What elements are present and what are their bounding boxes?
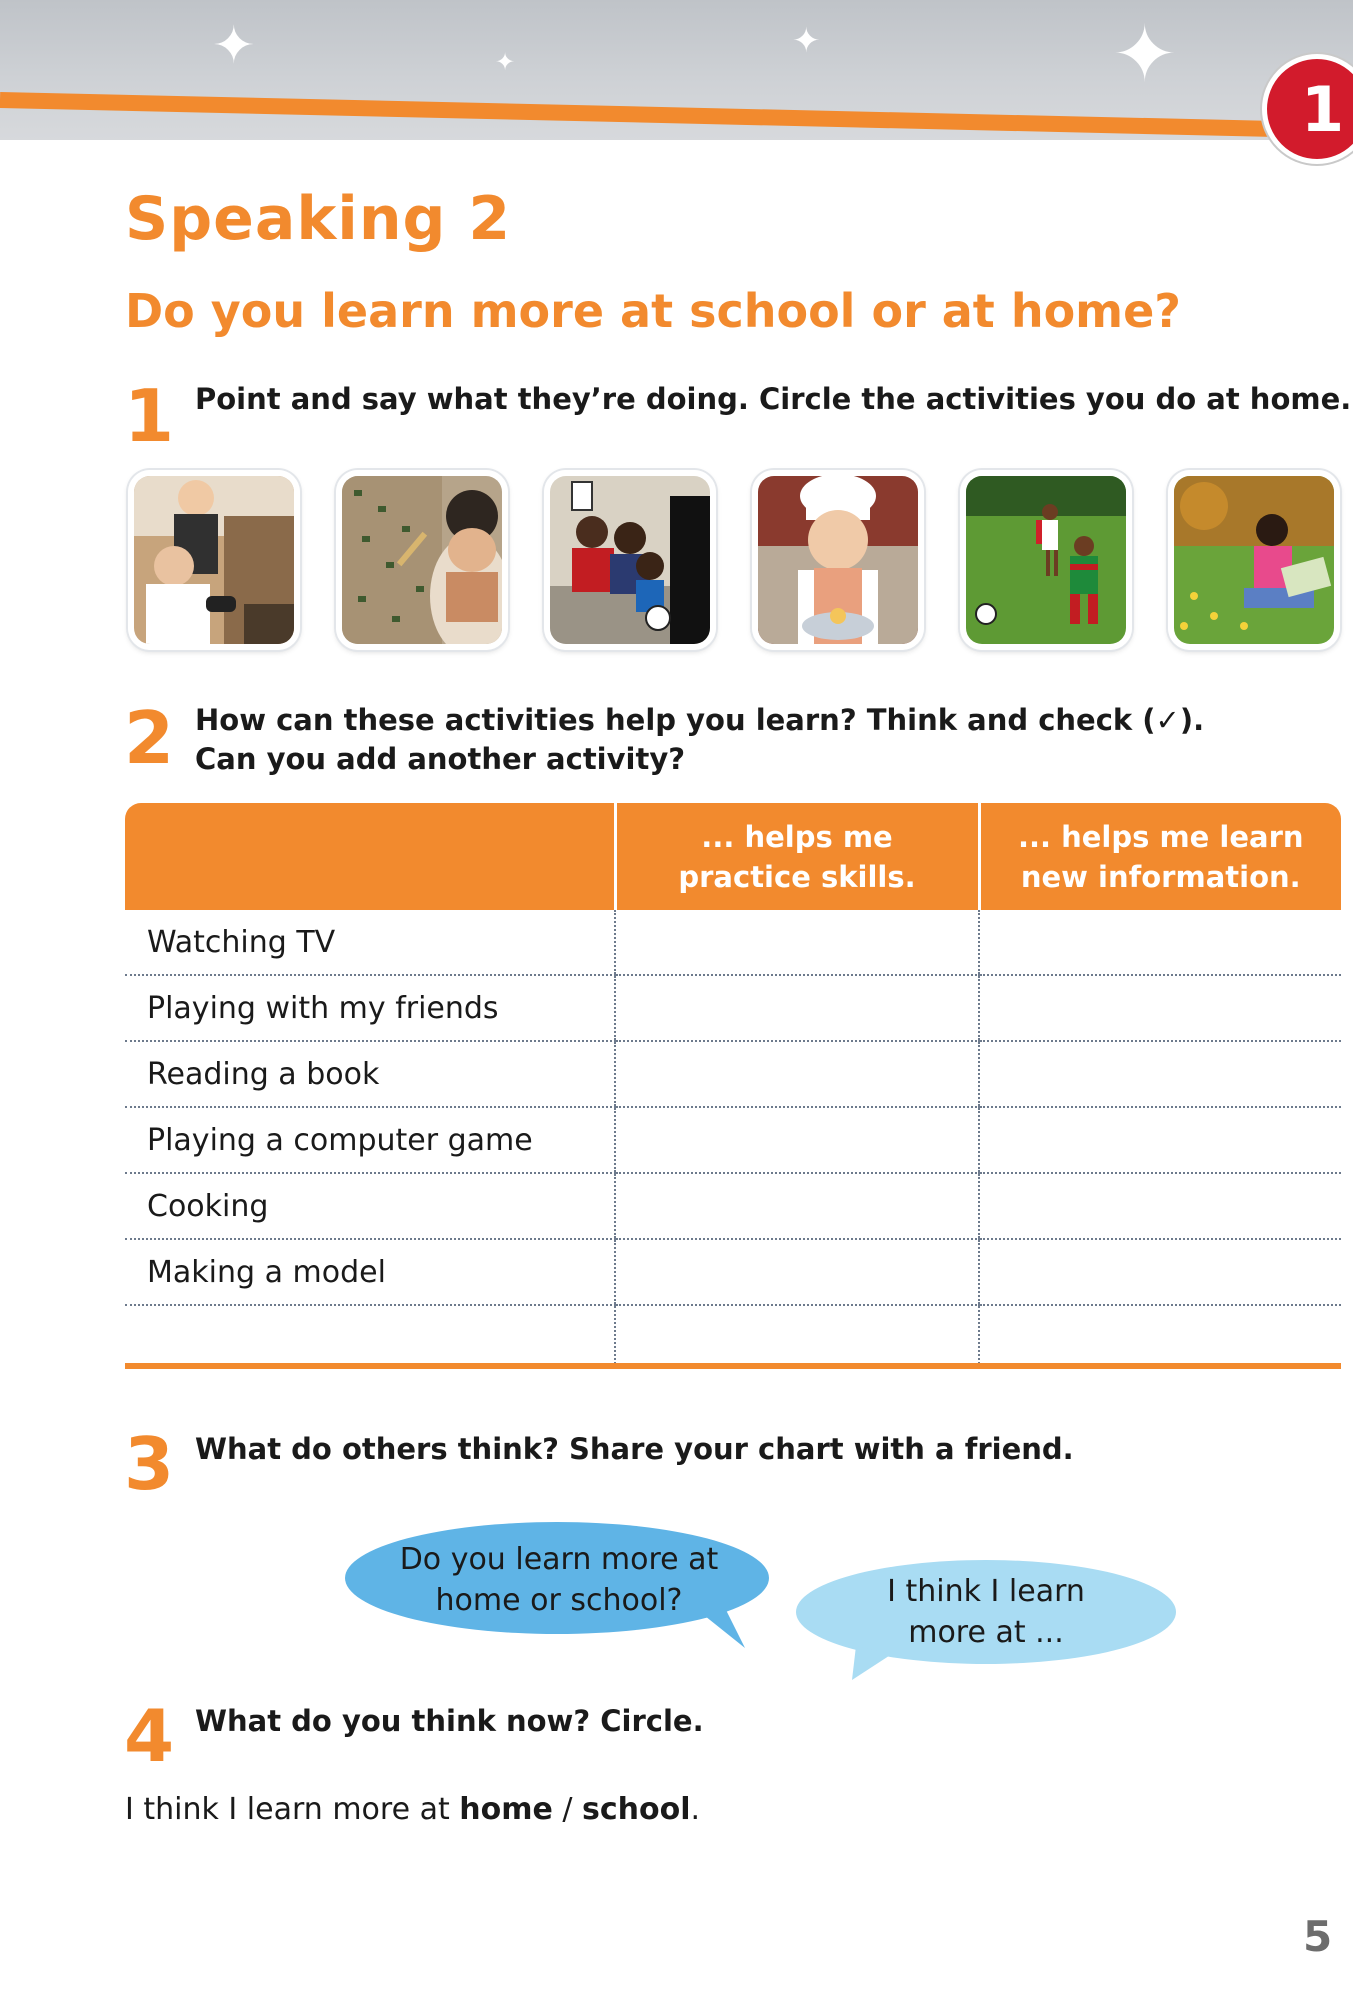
- activity-table: [125, 803, 1341, 1368]
- check-cell-information[interactable]: [979, 1305, 1341, 1368]
- soccer-photo[interactable]: [960, 470, 1132, 650]
- table-row-blank: [125, 1305, 1341, 1368]
- check-cell-skills[interactable]: [615, 1239, 979, 1305]
- exercise-4-instruction: What do you think now? Circle.: [195, 1704, 704, 1738]
- video-game-photo[interactable]: [128, 470, 300, 650]
- activity-label: Cooking: [125, 1173, 615, 1239]
- table-row: [125, 1041, 1341, 1107]
- activity-photos: [128, 470, 1342, 655]
- activity-label: Watching TV: [125, 910, 615, 975]
- unit-badge: 1: [1262, 54, 1353, 164]
- check-cell-information[interactable]: [979, 1173, 1341, 1239]
- header-banner: [0, 0, 1353, 140]
- sparkle-icon: ✦: [495, 48, 516, 76]
- header-stripe: [0, 92, 1290, 137]
- check-cell-skills[interactable]: [615, 910, 979, 975]
- check-cell-information[interactable]: [979, 1239, 1341, 1305]
- puzzle-photo[interactable]: [336, 470, 508, 650]
- reading-outdoors-photo[interactable]: [1168, 470, 1340, 650]
- page-number: 5: [1303, 1912, 1333, 1961]
- exercise-3-number: 3: [124, 1422, 175, 1506]
- bubble-question-text: Do you learn more at home or school?: [399, 1542, 719, 1618]
- watching-tv-photo[interactable]: [544, 470, 716, 650]
- final-sentence: [125, 1792, 700, 1827]
- exercise-1-instruction: Point and say what they’re doing. Circle the activities you do at home.: [195, 382, 1352, 416]
- table-row: [125, 975, 1341, 1041]
- page-title: Speaking 2: [125, 184, 512, 254]
- table-row: [125, 1173, 1341, 1239]
- option-home[interactable]: home: [459, 1792, 553, 1827]
- final-sentence-suffix: .: [690, 1792, 701, 1827]
- check-cell-skills[interactable]: [615, 1107, 979, 1173]
- table-row: [125, 1107, 1341, 1173]
- sparkle-icon: ✦: [792, 21, 821, 61]
- header-practice-skills: ... helps me practice skills.: [615, 803, 979, 910]
- option-separator: /: [552, 1792, 583, 1827]
- sparkle-icon: ✦: [212, 16, 256, 76]
- check-cell-skills[interactable]: [615, 1305, 979, 1368]
- exercise-2-instruction-line2: Can you add another activity?: [195, 742, 686, 776]
- sparkle-icon: ✦: [1112, 10, 1178, 100]
- check-cell-information[interactable]: [979, 975, 1341, 1041]
- table-row: [125, 910, 1341, 975]
- header-new-information: ... helps me learn new information.: [979, 803, 1341, 910]
- exercise-4-number: 4: [124, 1694, 175, 1778]
- table-bottom-rule: [125, 1363, 1341, 1369]
- exercise-1-number: 1: [124, 374, 175, 458]
- cooking-photo[interactable]: [752, 470, 924, 650]
- check-cell-skills[interactable]: [615, 1173, 979, 1239]
- page-subtitle: Do you learn more at school or at home?: [125, 284, 1181, 338]
- bubble-answer-text: I think I learn more at ...: [887, 1574, 1085, 1650]
- final-sentence-prefix: I think I learn more at: [125, 1792, 460, 1827]
- exercise-3-instruction: What do others think? Share your chart with a friend.: [195, 1432, 1074, 1466]
- speech-bubble-answer: [796, 1556, 1176, 1680]
- header-activity: [125, 803, 615, 910]
- option-school[interactable]: school: [582, 1792, 691, 1827]
- check-cell-information[interactable]: [979, 1041, 1341, 1107]
- speech-bubble-question: [345, 1520, 773, 1650]
- activity-label: Making a model: [125, 1239, 615, 1305]
- table-header-row: [125, 803, 1341, 910]
- activity-label: Reading a book: [125, 1041, 615, 1107]
- check-cell-information[interactable]: [979, 910, 1341, 975]
- activity-label: Playing a computer game: [125, 1107, 615, 1173]
- exercise-2-number: 2: [124, 696, 175, 780]
- check-cell-information[interactable]: [979, 1107, 1341, 1173]
- check-cell-skills[interactable]: [615, 975, 979, 1041]
- check-cell-skills[interactable]: [615, 1041, 979, 1107]
- exercise-2-instruction-line1: How can these activities help you learn? Think and check (✓).: [195, 703, 1205, 737]
- extra-activity-cell[interactable]: [125, 1305, 615, 1368]
- table-row: [125, 1239, 1341, 1305]
- activity-chart: [125, 803, 1341, 1368]
- activity-label: Playing with my friends: [125, 975, 615, 1041]
